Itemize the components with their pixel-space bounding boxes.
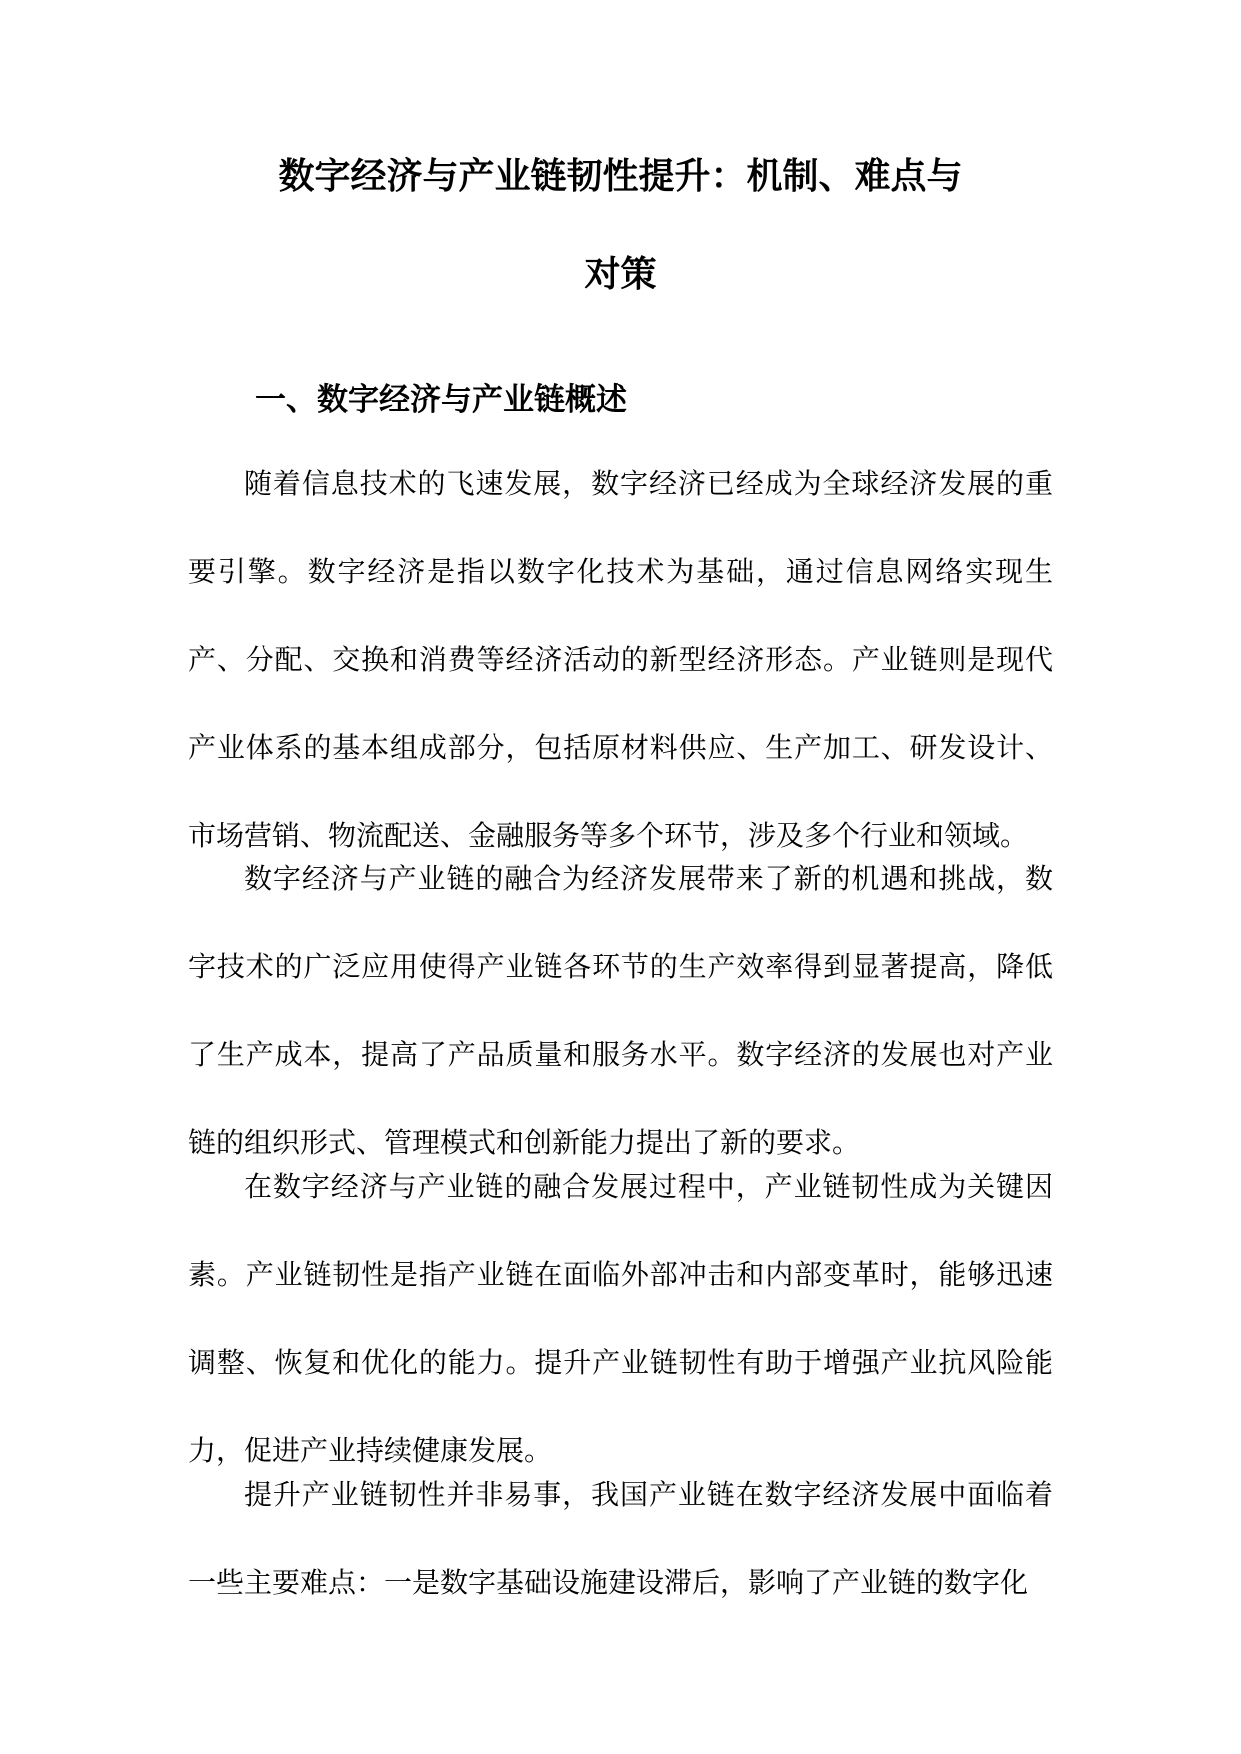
document-title-line-1: 数字经济与产业链韧性提升：机制、难点与 (278, 156, 963, 197)
body-paragraph: 随着信息技术的飞速发展，数字经济已经成为全球经济发展的重要引擎。数字经济是指以数字化技术为基础，通过信息网络实现生产、分配、交换和消费等经济活动的新型经济形态。产业链则是现代产业体系的基本组成部分，包括原材料供应、生产加工、研发设计、市场营销、物流配送、金融服务等多个环节，涉及多个行业和领域。 (188, 467, 1053, 852)
body-paragraph: 提升产业链韧性并非易事，我国产业链在数字经济发展中面临着一些主要难点：一是数字基础设施建设滞后，影响了产业链的数字化 (188, 1478, 1053, 1599)
document-title-line-2: 对策 (584, 254, 657, 295)
body-paragraph: 数字经济与产业链的融合为经济发展带来了新的机遇和挑战，数字技术的广泛应用使得产业链各环节的生产效率得到显著提高，降低了生产成本，提高了产品质量和服务水平。数字经济的发展也对产业链的组织形式、管理模式和创新能力提出了新的要求。 (188, 862, 1053, 1159)
body-paragraph: 在数字经济与产业链的融合发展过程中，产业链韧性成为关键因素。产业链韧性是指产业链在面临外部冲击和内部变革时，能够迅速调整、恢复和优化的能力。提升产业链韧性有助于增强产业抗风险能力，促进产业持续健康发展。 (188, 1170, 1053, 1467)
section-heading: 一、数字经济与产业链概述 (255, 382, 627, 418)
